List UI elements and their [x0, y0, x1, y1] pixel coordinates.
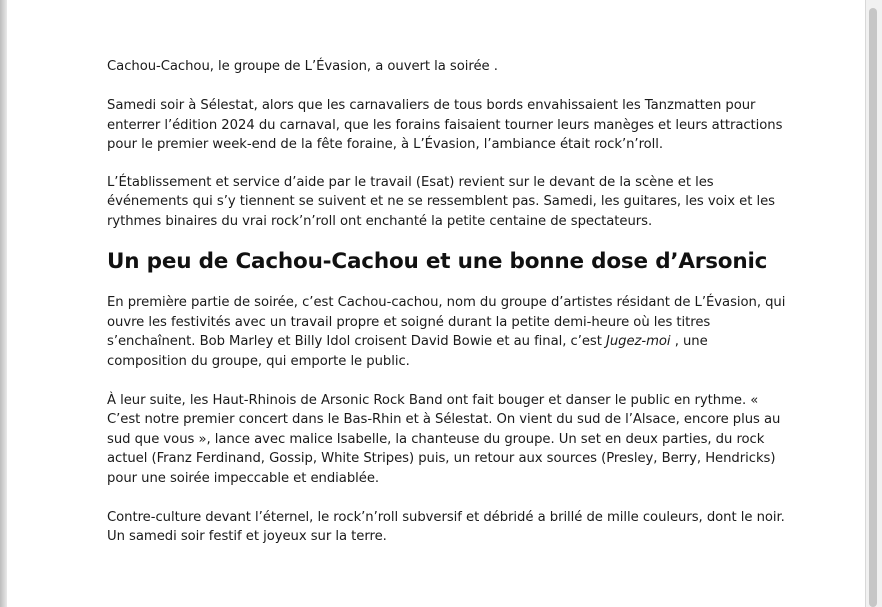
scrollbar-thumb[interactable]: [869, 8, 877, 607]
article-paragraph-2: L’Établissement et service d’aide par le travail (Esat) revient sur le devant de la scène et les événements qui s’y tiennent se suivent et ne se ressemblent pas. Samedi, les guitares, les voix et les rythmes binaires du vrai rock’n’roll ont enchanté la petite centaine de spectateurs.: [107, 174, 775, 229]
vertical-scrollbar[interactable]: [866, 0, 882, 607]
article-paragraph-4: À leur suite, les Haut-Rhinois de Arsonic Rock Band ont fait bouger et danser le public en rythme. « C’est notre premier concert dans le Bas-Rhin et à Sélestat. On vient du sud de l’Alsace, encore plus au sud que vous », lance avec malice Isabelle, la chanteuse du groupe. Un set en deux parties, du rock actuel (Franz Ferdinand, Gossip, White Stripes) puis, un retour aux sources (Presley, Berry, Hendricks) pour une soirée impeccable et endiablée.: [107, 392, 781, 486]
page-edge-shadow: [0, 0, 7, 607]
article-heading: Un peu de Cachou-Cachou et une bonne dose d’Arsonic: [107, 249, 768, 274]
article-paragraph-1: Samedi soir à Sélestat, alors que les carnavaliers de tous bords envahissaient les Tanzmatten pour enterrer l’édition 2024 du carnaval, que les forains faisaient tourner leurs manèges et leurs attractions pour le premier week-end de la fête foraine, à L’Évasion, l’ambiance était rock’n’roll.: [107, 98, 783, 152]
article-paragraph-5: Contre-culture devant l’éternel, le rock’n’roll subversif et débridé a brillé de mille couleurs, dont le noir. Un samedi soir festif et joyeux sur la terre.: [107, 509, 785, 544]
song-title: Jugez-moi: [606, 334, 671, 349]
article-paragraph-3: [107, 293, 787, 371]
paragraph-3-text-start: En première partie de soirée, c’est Cachou-cachou, nom du groupe d’artistes résidant de L’Évasion, qui ouvre les festivités avec un travail propre et soigné durant la petite demi-heure où les titres s’enchaînent. Bob Marley et Billy Idol croisent David Bowie et au final, c’est: [107, 295, 786, 349]
article-intro: Cachou-Cachou, le groupe de L’Évasion, a ouvert la soirée .: [107, 59, 498, 74]
document-page: [7, 0, 866, 607]
paragraph-3-text-end: , une composition du groupe, qui emporte le public.: [107, 334, 708, 369]
article-body: [107, 57, 787, 547]
